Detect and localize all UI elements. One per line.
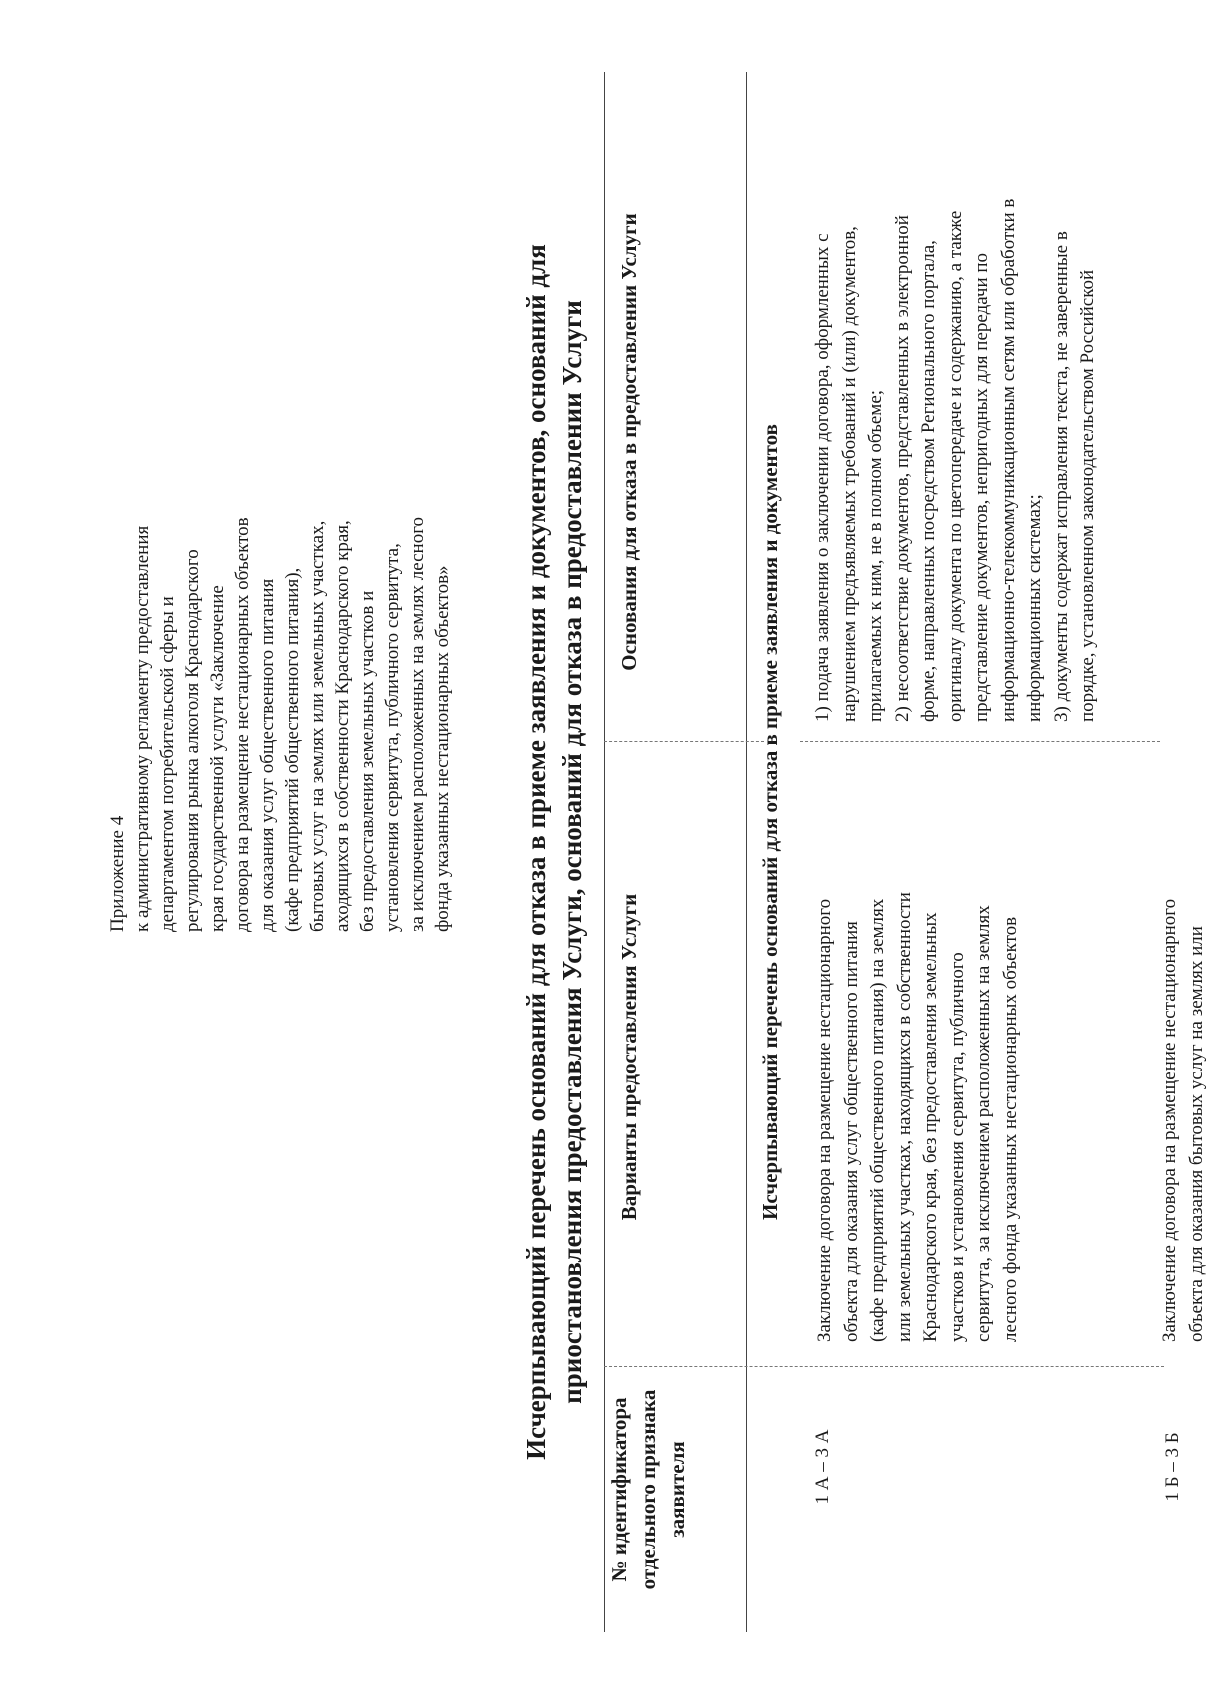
appendix-line: без предоставления земельных участков и xyxy=(357,590,378,932)
grounds-line: 2) несоответствие документов, представленных в электронной xyxy=(891,215,913,722)
row-variant-2 xyxy=(1157,742,1210,1342)
appendix-line: департаментом потребительской сферы и xyxy=(157,596,178,932)
appendix-note xyxy=(105,32,455,932)
variant-line: объекта для оказания бытовых услуг на землях или xyxy=(1185,926,1207,1342)
row-id-1: 1 А – 3 А xyxy=(812,1429,833,1505)
header-bottom-border xyxy=(746,72,747,1632)
grounds-cell xyxy=(810,22,1102,722)
column-divider xyxy=(604,1366,1164,1367)
grounds-line: форме, направленных посредством Регионального портала, xyxy=(918,240,939,722)
appendix-line: края государственной услуги «Заключение xyxy=(207,585,228,932)
grounds-line: 3) документы содержат исправления текста, не заверенные в xyxy=(1050,231,1072,722)
document-title xyxy=(518,152,590,1552)
title-line-1: Исчерпывающий перечень оснований для отказа в приеме заявления и документов, оснований для xyxy=(521,244,551,1460)
appendix-line: аходящихся в собственности Краснодарского края, xyxy=(332,520,353,932)
header-variants: Варианты предоставления Услуги xyxy=(617,893,641,1221)
appendix-line: для оказания услуг общественного питания xyxy=(257,578,278,932)
grounds-line: информационно-телекоммуникационным сетям или обработки в xyxy=(997,198,1019,722)
variant-line: или земельных участках, находящихся в собственности xyxy=(893,892,915,1342)
grounds-line: порядке, установленном законодательством Российской xyxy=(1077,269,1098,722)
appendix-line: бытовых услуг на землях или земельных участках, xyxy=(307,520,328,932)
appendix-line: Приложение 4 xyxy=(107,815,128,932)
column-divider xyxy=(800,741,1160,742)
appendix-line: к административному регламенту предоставления xyxy=(132,525,153,932)
appendix-line: регулирования рынка алкоголя Краснодарского xyxy=(182,549,203,932)
title-line-2: приостановления предоставления Услуги, оснований для отказа в предоставлении Услуги xyxy=(557,300,587,1404)
appendix-line: установления сервитута, публичного сервитута, xyxy=(382,543,403,932)
variant-line: Заключение договора на размещение нестационарного xyxy=(1159,898,1180,1342)
column-divider xyxy=(604,741,764,742)
header-id: № идентификатора отдельного признака заявителя xyxy=(607,1389,689,1590)
variant-line: участков и установления сервитута, публичного xyxy=(946,952,968,1342)
appendix-line: фонда указанных нестационарных объектов» xyxy=(432,565,453,932)
grounds-line: 1) подача заявления о заключении договора, оформленных с xyxy=(812,233,833,722)
grounds-line: прилагаемых к ним, не в полном объеме; xyxy=(865,389,886,722)
variant-line: объекта для оказания услуг общественного питания xyxy=(840,921,862,1342)
variant-line: сервитута, за исключением расположенных на землях xyxy=(973,905,994,1342)
grounds-line: оригиналу документа по цветопередаче и содержанию, а также xyxy=(944,210,966,722)
grounds-line: нарушением предъявляемых требований и (или) документов, xyxy=(838,226,860,722)
row-variant-1 xyxy=(812,742,1024,1342)
variant-line: Заключение договора на размещение нестационарного xyxy=(814,898,835,1342)
grounds-line: информационных системах; xyxy=(1024,494,1045,722)
variant-line: (кафе предприятий общественного питания) на землях xyxy=(867,898,888,1342)
section-heading: Исчерпывающий перечень оснований для отказа в приеме заявления и документов xyxy=(758,424,782,1220)
grounds-line: представление документов, непригодных для передачи по xyxy=(971,252,992,722)
variant-line: лесного фонда указанных нестационарных объектов xyxy=(999,916,1021,1342)
appendix-line: за исключением расположенных на землях лесного xyxy=(407,516,428,932)
appendix-line: (кафе предприятий общественного питания), xyxy=(282,567,303,932)
row-id-2: 1 Б – 3 Б xyxy=(1162,1432,1183,1502)
appendix-line: договора на размещение нестационарных объектов xyxy=(232,517,253,932)
variant-line: Краснодарского края, без предоставления земельных xyxy=(920,912,941,1342)
header-grounds: Основания для отказа в предоставлении Услуги xyxy=(617,213,641,671)
